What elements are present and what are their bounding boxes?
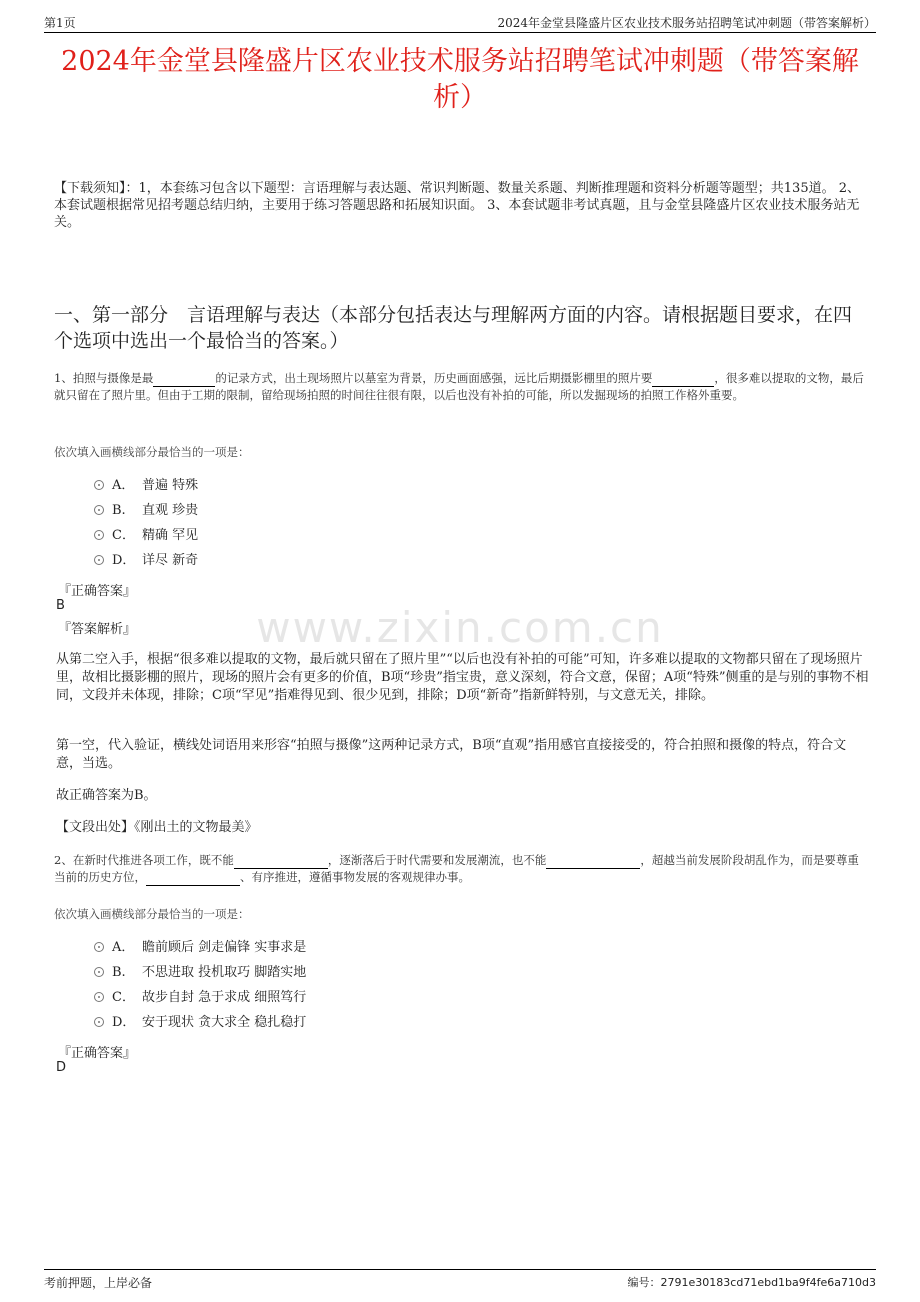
option-text: 安于现状 贪大求全 稳扎稳打 [142,1015,307,1030]
code-value: 2791e30183cd71ebd1ba9f4fe6a710d3 [660,1276,876,1289]
question-2-text-c: ，超越当前发展阶段胡乱作为，而是要尊重当前的历史方位， [54,853,859,884]
option-text: 详尽 新奇 [142,553,199,568]
footer-slogan: 考前押题，上岸必备 [44,1276,153,1290]
answer-blank [546,856,640,869]
radio-icon[interactable] [94,480,104,490]
option-letter: C． [112,990,135,1005]
page-number: 第1页 [44,16,76,30]
question-1-option-b[interactable] [94,502,198,520]
question-2-option-b[interactable] [94,964,306,982]
question-1-text-a: 1、拍照与摄像是最 [54,371,154,385]
question-2-text-a: 2、在新时代推进各项工作，既不能 [54,853,234,867]
option-letter: C． [112,528,135,543]
option-text: 不思进取 投机取巧 脚踏实地 [142,965,307,980]
question-1-text-c: ，很多难以提取的文物，最后就只留在了照片里。但由于工期的限制，留给现场拍照的时间往往很有限，以后也没有补拍的可能，所以发掘现场的拍照工作格外重要。 [54,371,864,402]
text-source: 【文段出处】《刚出土的文物最美》 [56,820,258,835]
question-1-option-a[interactable] [94,477,198,495]
document-code [628,1274,876,1290]
document-title: 2024年金堂县隆盛片区农业技术服务站招聘笔试冲刺题（带答案解析） [61,46,859,113]
question-2-text-d: 、有序推进，遵循事物发展的客观规律办事。 [240,870,470,884]
option-text: 故步自封 急于求成 细照笃行 [142,990,307,1005]
correct-answer: B [56,598,65,613]
option-text: 直观 珍贵 [142,503,199,518]
question-2-text-b: ，逐渐落后于时代需要和发展潮流，也不能 [327,853,547,867]
option-text: 精确 罕见 [142,528,199,543]
analysis-conclusion: 故正确答案为B。 [56,788,157,803]
header-doc-title: 2024年金堂县隆盛片区农业技术服务站招聘笔试冲刺题（带答案解析） [497,16,876,30]
question-1-option-d[interactable] [94,552,198,570]
answer-blank [234,856,328,869]
question-2-option-c[interactable] [94,989,306,1007]
answer-blank [146,873,240,886]
question-2-option-d[interactable] [94,1014,306,1032]
question-2-prompt: 依次填入画横线部分最恰当的一项是： [54,907,250,921]
page-header [44,10,876,33]
question-2-option-a[interactable] [94,939,306,957]
answer-blank [153,374,215,387]
option-letter: D． [112,553,136,568]
option-letter: B. [112,503,126,518]
analysis-paragraph: 第一空，代入验证，横线处词语用来形容“拍照与摄像”这两种记录方式，B项“直观”指用感官直接接受的，符合拍照和摄像的特点，符合文意，当选。 [56,738,847,771]
correct-answer-label: 『正确答案』 [58,584,137,599]
download-notice: 【下载须知】：1，本套练习包含以下题型：言语理解与表达题、常识判断题、数量关系题、判断推理题和资料分析题等题型；共135道。 2、本套试题根据常见招考题总结归纳，主要用于练习答题思路和拓展知识面。 3、本套试题非考试真题，且与金堂县隆盛片区农业技术服务站无关。 [54,181,860,230]
radio-icon[interactable] [94,967,104,977]
analysis-paragraph: 从第二空入手，根据“很多难以提取的文物，最后就只留在了照片里”“以后也没有补拍的可能”可知，许多难以提取的文物都只留在了现场照片里，故相比摄影棚的照片，现场的照片会有更多的价值，B项“珍贵”指宝贵，意义深刻，符合文意，保留；A项“特殊”侧重的是与别的事物不相同，文段并未体现，排除；C项“罕见”指难得见到、很少见到，排除；D项“新奇”指新鲜特别，与文意无关，排除。 [56,652,869,703]
radio-icon[interactable] [94,530,104,540]
radio-icon[interactable] [94,992,104,1002]
correct-answer-label: 『正确答案』 [58,1046,137,1061]
radio-icon[interactable] [94,1017,104,1027]
code-label: 编号： [627,1276,661,1289]
watermark: www.zixin.com.cn [256,603,664,652]
option-text: 瞻前顾后 剑走偏锋 实事求是 [142,940,307,955]
answer-blank [652,374,714,387]
radio-icon[interactable] [94,555,104,565]
question-1-text-b: 的记录方式，出土现场照片以墓室为背景，历史画面感强，远比后期摄影棚里的照片要 [215,371,653,385]
option-letter: B. [112,965,126,980]
radio-icon[interactable] [94,505,104,515]
question-1-stem [54,370,870,404]
option-letter: A． [112,478,135,493]
option-text: 普遍 特殊 [142,478,199,493]
question-2-stem [54,852,870,886]
section-heading: 一、第一部分 言语理解与表达（本部分包括表达与理解两方面的内容。请根据题目要求，在四个选项中选出一个最恰当的答案。） [54,304,853,352]
radio-icon[interactable] [94,942,104,952]
option-letter: D． [112,1015,136,1030]
correct-answer: D [56,1060,67,1075]
page-footer [44,1269,876,1290]
analysis-label: 『答案解析』 [58,622,137,637]
question-1-option-c[interactable] [94,527,198,545]
option-letter: A． [112,940,135,955]
question-1-prompt: 依次填入画横线部分最恰当的一项是： [54,445,250,459]
